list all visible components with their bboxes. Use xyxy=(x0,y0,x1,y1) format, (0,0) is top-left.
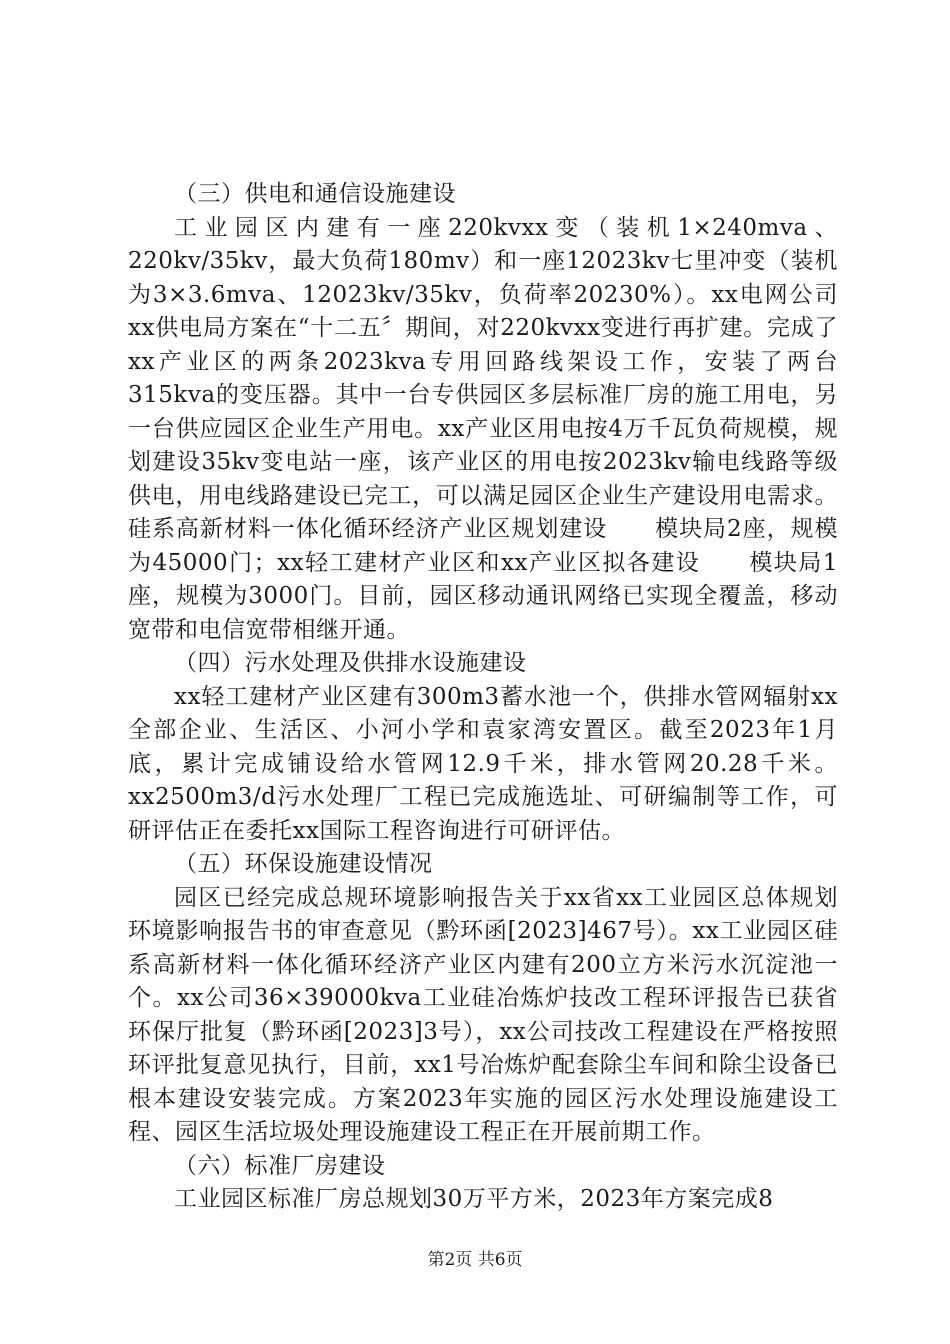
document-body xyxy=(128,178,838,1217)
section-heading-6: （六）标准厂房建设 xyxy=(174,1152,386,1179)
section-heading-3: （三）供电和通信设施建设 xyxy=(174,181,456,207)
section-paragraph-3: 工业园区内建有一座220kvxx变（装机1×240mva、220kv/35kv，最大负荷180mv）和一座12023kv七里冲变（装机为3×3.6mva、12023kv/35kv，负荷率20230%）。xx电网公司xx供电局方案在“十二五〞期间，对220kvxx变进行再扩建。完成了xx产业区的两条2023kva专用回路线架设工作，安装了两台315kva的变压器。其中一台专供园区多层标准厂房的施工用电，另一台供应园区企业生产用电。xx产业区用电按4万千瓦负荷规模，规划建设35kv变电站一座，该产业区的用电按2023kv输电线路等级供电，用电线路建设已完工，可以满足园区企业生产建设用电需求。硅系高新材料一体化循环经济产业区规划建设 模块局2座，规模为45000门；xx轻工建材产业区和xx产业区拟各建设 模块局1座，规模为3000门。目前，园区移动通讯网络已实现全覆盖，移动宽带和电信宽带相继开通。 xyxy=(128,214,838,643)
section-paragraph-4: xx轻工建材产业区建有300m3蓄水池一个，供排水管网辐射xx全部企业、生活区、小河小学和袁家湾安置区。截至2023年1月底，累计完成铺设给水管网12.9千米，排水管网20.28千米。xx2500m3/d污水处理厂工程已完成施选址、可研编制等工作，可研评估正在委托xx国际工程咨询进行可研评估。 xyxy=(128,683,838,844)
section-heading-4: （四）污水处理及供排水设施建设 xyxy=(174,650,527,676)
section-paragraph-5: 园区已经完成总规环境影响报告关于xx省xx工业园区总体规划环境影响报告书的审查意见（黔环函[2023]467号）。xx工业园区硅系高新材料一体化循环经济产业区内建有200立方米污水沉淀池一个。xx公司36×39000kva工业硅冶炼炉技改工程环评报告已获省环保厅批复（黔环函[2023]3号），xx公司技改工程建设在严格按照环评批复意见执行，目前，xx1号冶炼炉配套除尘车间和除尘设备已根本建设安装完成。方案2023年实施的园区污水处理设施建设工程、园区生活垃圾处理设施建设工程正在开展前期工作。 xyxy=(128,884,838,1145)
section-paragraph-6: 工业园区标准厂房总规划30万平方米，2023年方案完成8 xyxy=(174,1186,774,1212)
section-heading-5: （五）环保设施建设情况 xyxy=(174,851,433,877)
page-number-footer: 第2页 共6页 xyxy=(427,1250,523,1270)
